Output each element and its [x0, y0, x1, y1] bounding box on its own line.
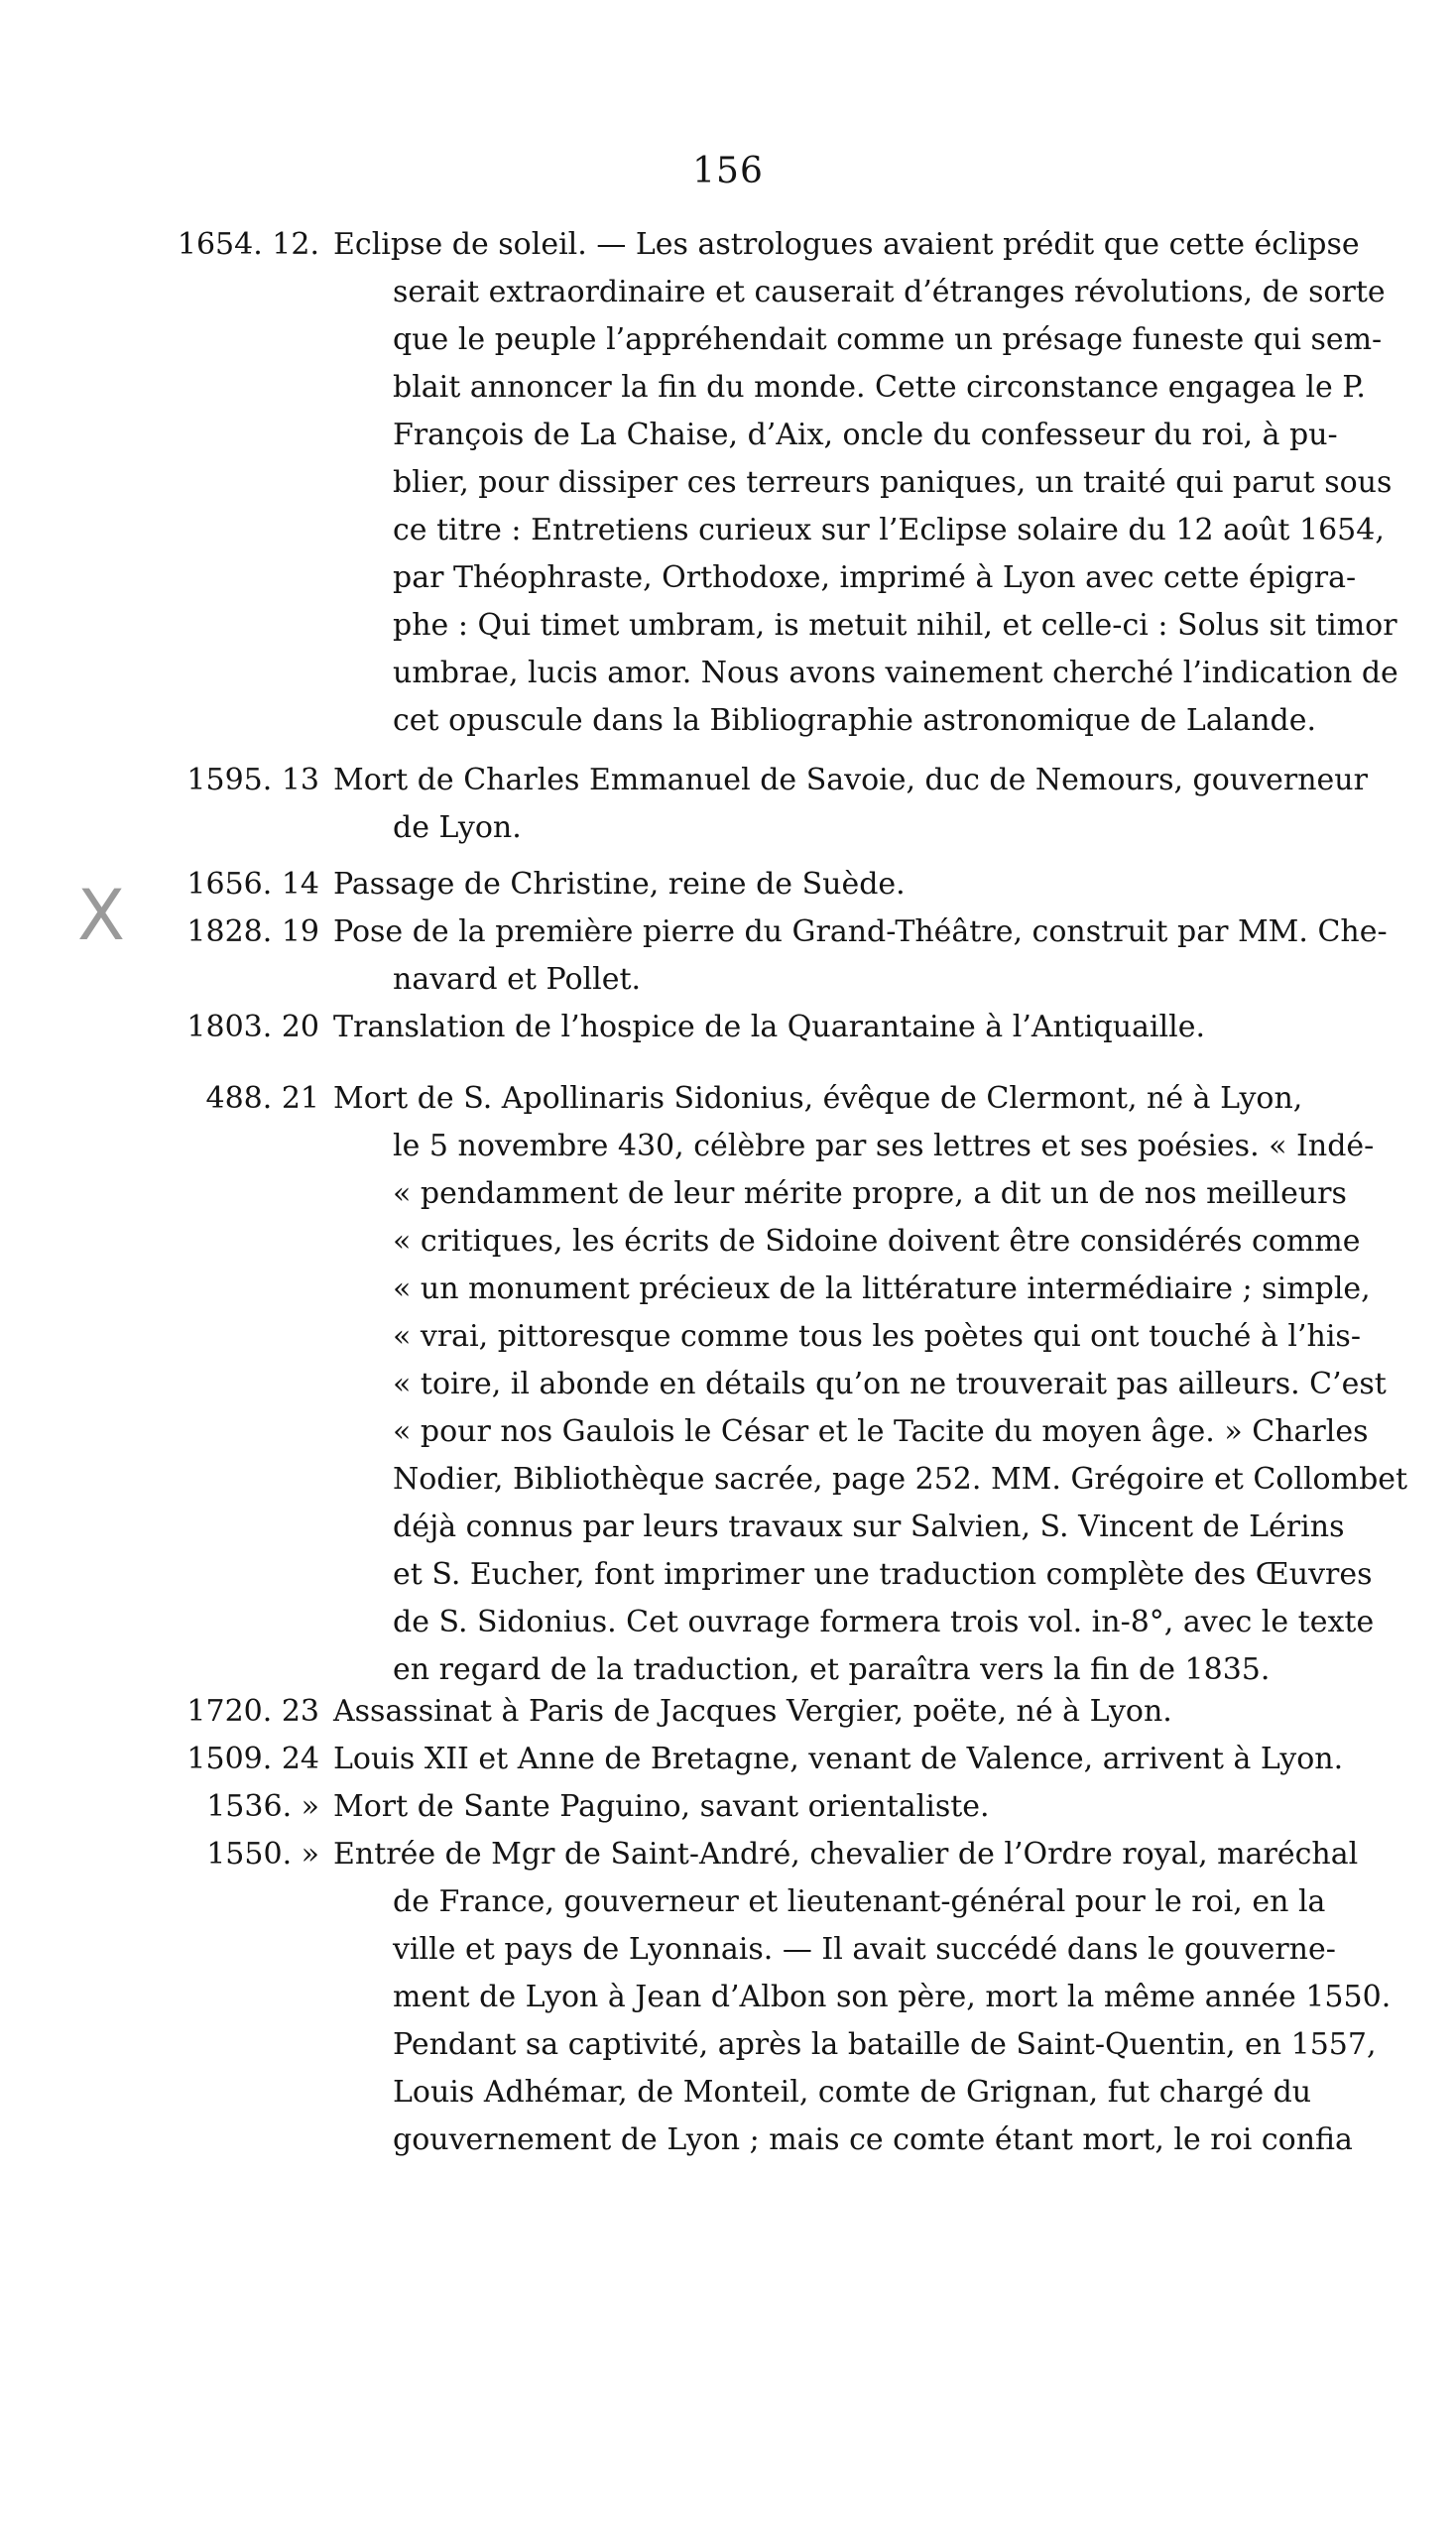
entry-text [333, 908, 1388, 1004]
entry-text-line: « vrai, pittoresque comme tous les poètes qui ont touché à l’his- [393, 1319, 1361, 1354]
entry-text-line: et S. Eucher, font imprimer une traduction complète des Œuvres [393, 1557, 1373, 1592]
entry-text-line: ce titre : Entretiens curieux sur l’Eclipse solaire du 12 août 1654, [393, 513, 1385, 547]
entry-text-line: de France, gouverneur et lieutenant-général pour le roi, en la [393, 1884, 1326, 1919]
entry-text-line: par Théophraste, Orthodoxe, imprimé à Lyon avec cette épigra- [393, 560, 1357, 595]
entry-text-line: serait extraordinaire et causerait d’étranges révolutions, de sorte [393, 275, 1386, 309]
entry-text-line: « un monument précieux de la littérature intermédiaire ; simple, [393, 1271, 1371, 1306]
page-number: 156 [692, 151, 764, 191]
entry-text-line: Translation de l’hospice de la Quarantaine à l’Antiquaille. [333, 1010, 1205, 1044]
pencil-mark: X [77, 875, 125, 956]
entry-date: 1828. 19 [186, 914, 319, 949]
entry-text-line: de Lyon. [393, 810, 522, 845]
entry-text-line: Entrée de Mgr de Saint-André, chevalier de l’Ordre royal, maréchal [333, 1837, 1359, 1872]
entry-text-line: umbrae, lucis amor. Nous avons vainement cherché l’indication de [393, 656, 1398, 690]
entry-date: 1654. 12. [177, 227, 319, 262]
entry-text-line: Mort de Sante Paguino, savant orientaliste. [333, 1789, 990, 1824]
entry-text-line: « critiques, les écrits de Sidoine doivent être considérés comme [393, 1224, 1361, 1259]
entry-text-line: « pour nos Gaulois le César et le Tacite du moyen âge. » Charles [393, 1414, 1369, 1449]
entry-text-line: le 5 novembre 430, célèbre par ses lettres et ses poésies. « Indé- [393, 1129, 1375, 1163]
entry-text-line: Louis XII et Anne de Bretagne, venant de Valence, arrivent à Lyon. [333, 1742, 1344, 1776]
entry-text-line: de S. Sidonius. Cet ouvrage formera trois vol. in-8°, avec le texte [393, 1605, 1375, 1639]
entry-text-line: Passage de Christine, reine de Suède. [333, 867, 906, 902]
entry-date: 1550. » [206, 1837, 319, 1872]
entry-text-line: Mort de S. Apollinaris Sidonius, évêque de Clermont, né à Lyon, [333, 1081, 1303, 1116]
entry-text-line: Nodier, Bibliothèque sacrée, page 252. MM. Grégoire et Collombet [393, 1462, 1408, 1497]
entry-text-line: ville et pays de Lyonnais. — Il avait succédé dans le gouverne- [393, 1932, 1336, 1967]
entry-text [333, 1736, 1344, 1783]
entry-text [333, 757, 1368, 852]
entry-text-line: François de La Chaise, d’Aix, oncle du confesseur du roi, à pu- [393, 418, 1338, 452]
entry-text [333, 1004, 1299, 1051]
entry-text [333, 861, 1299, 908]
entry-text-line: Eclipse de soleil. — Les astrologues avaient prédit que cette éclipse [333, 227, 1360, 262]
entry-text [333, 1783, 1299, 1831]
entry-text-line: phe : Qui timet umbram, is metuit nihil, et celle-ci : Solus sit timor [393, 608, 1397, 643]
entry-text-line: « toire, il abonde en détails qu’on ne trouverait pas ailleurs. C’est [393, 1367, 1387, 1401]
entry-date: 1720. 23 [186, 1694, 319, 1729]
entry-text-line: Mort de Charles Emmanuel de Savoie, duc de Nemours, gouverneur [333, 763, 1368, 797]
entry-text-line: navard et Pollet. [393, 962, 642, 997]
entry-date: 488. 21 [205, 1081, 319, 1116]
entry-text-line: blier, pour dissiper ces terreurs paniques, un traité qui parut sous [393, 465, 1393, 500]
entry-text-line: que le peuple l’appréhendait comme un présage funeste qui sem- [393, 322, 1383, 357]
entry-date: 1595. 13 [186, 763, 319, 797]
entry-text-line: en regard de la traduction, et paraîtra vers la fin de 1835. [393, 1652, 1271, 1687]
entry-text-line: Pendant sa captivité, après la bataille de Saint-Quentin, en 1557, [393, 2027, 1377, 2062]
entry-text-line: ment de Lyon à Jean d’Albon son père, mort la même année 1550. [393, 1980, 1392, 2014]
entry-date: 1656. 14 [186, 867, 319, 902]
entry-text-line: déjà connus par leurs travaux sur Salvien, S. Vincent de Lérins [393, 1510, 1345, 1544]
entry-text [333, 221, 1398, 745]
entry-text [333, 1688, 1299, 1736]
entry-text-line: « pendamment de leur mérite propre, a dit un de nos meilleurs [393, 1176, 1347, 1211]
entry-text-line: cet opuscule dans la Bibliographie astronomique de Lalande. [393, 703, 1317, 738]
entry-text-line: blait annoncer la fin du monde. Cette circonstance engagea le P. [393, 370, 1366, 405]
entry-date: 1803. 20 [186, 1010, 319, 1044]
entry-date: 1536. » [206, 1789, 319, 1824]
entry-text-line: gouvernement de Lyon ; mais ce comte étant mort, le roi confia [393, 2122, 1353, 2157]
entry-text-line: Pose de la première pierre du Grand-Théâtre, construit par MM. Che- [333, 914, 1388, 949]
entry-text [333, 1831, 1392, 2164]
entry-text-line: Louis Adhémar, de Monteil, comte de Grignan, fut chargé du [393, 2075, 1312, 2110]
entry-text-line: Assassinat à Paris de Jacques Vergier, poëte, né à Lyon. [333, 1694, 1172, 1729]
entry-date: 1509. 24 [186, 1742, 319, 1776]
entry-text [333, 1075, 1408, 1694]
